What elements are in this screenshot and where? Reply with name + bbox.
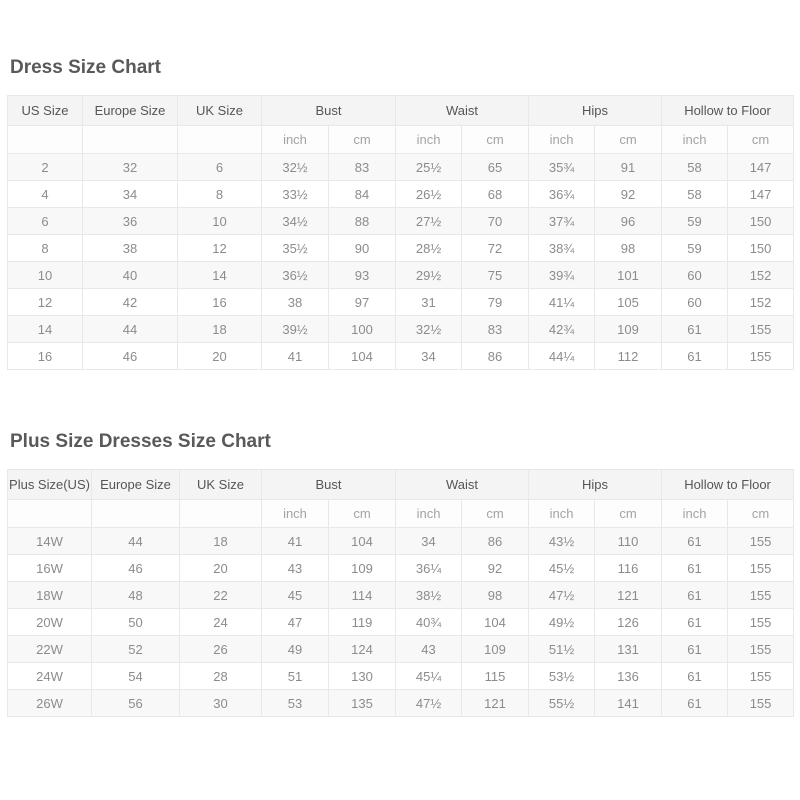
table-cell: 49½: [529, 609, 595, 636]
table-row: [8, 154, 794, 181]
header-row: [8, 470, 794, 500]
table-cell: 56: [92, 690, 180, 717]
table-cell: 22W: [8, 636, 92, 663]
table-cell: 25½: [396, 154, 462, 181]
table-cell: 22: [180, 582, 262, 609]
table-cell: 29½: [396, 262, 462, 289]
table-row: [8, 609, 794, 636]
table-cell: 88: [329, 208, 396, 235]
table-cell: 61: [662, 316, 728, 343]
table-cell: 155: [728, 609, 794, 636]
table-cell: 30: [180, 690, 262, 717]
table-cell: 4: [8, 181, 83, 208]
table-cell: 60: [662, 262, 728, 289]
table-cell: 115: [462, 663, 529, 690]
table-cell: 43½: [529, 528, 595, 555]
table-cell: 109: [462, 636, 529, 663]
column-header-hollow-to-floor: Hollow to Floor: [662, 96, 794, 126]
table-row: [8, 555, 794, 582]
table-cell: 130: [329, 663, 396, 690]
dress-size-chart-title: Dress Size Chart: [10, 57, 162, 78]
table-cell: 65: [462, 154, 529, 181]
table-cell: 28: [180, 663, 262, 690]
table-cell: 36¼: [396, 555, 462, 582]
table-cell: 43: [396, 636, 462, 663]
table-cell: 50: [92, 609, 180, 636]
table-cell: 55½: [529, 690, 595, 717]
table-row: [8, 528, 794, 555]
table-row: [8, 316, 794, 343]
table-cell: 126: [595, 609, 662, 636]
column-header-waist: Waist: [396, 470, 529, 500]
table-cell: 38: [262, 289, 329, 316]
table-cell: 12: [8, 289, 83, 316]
table-cell: 60: [662, 289, 728, 316]
table-cell: 155: [728, 663, 794, 690]
table-cell: 96: [595, 208, 662, 235]
table-cell: 61: [662, 582, 728, 609]
column-header-europe-size: Europe Size: [92, 470, 180, 500]
table-cell: 44: [83, 316, 178, 343]
empty-header-cell: [180, 500, 262, 528]
table-cell: 51½: [529, 636, 595, 663]
table-cell: 155: [728, 555, 794, 582]
table-cell: 41¼: [529, 289, 595, 316]
unit-header-cm: cm: [595, 126, 662, 154]
table-cell: 39¾: [529, 262, 595, 289]
table-cell: 10: [178, 208, 262, 235]
unit-header-row: [8, 500, 794, 528]
table-body: [8, 528, 794, 717]
table-cell: 152: [728, 262, 794, 289]
table-cell: 110: [595, 528, 662, 555]
table-row: [8, 208, 794, 235]
table-cell: 34½: [262, 208, 329, 235]
column-header-plus-size-us: Plus Size(US): [8, 470, 92, 500]
table-cell: 51: [262, 663, 329, 690]
table-cell: 36½: [262, 262, 329, 289]
table-cell: 14W: [8, 528, 92, 555]
table-cell: 116: [595, 555, 662, 582]
table-cell: 136: [595, 663, 662, 690]
table-cell: 36: [83, 208, 178, 235]
unit-header-cm: cm: [462, 500, 529, 528]
table-cell: 93: [329, 262, 396, 289]
table-cell: 20: [180, 555, 262, 582]
unit-header-inch: inch: [396, 126, 462, 154]
table-cell: 12: [178, 235, 262, 262]
table-row: [8, 181, 794, 208]
table-cell: 16: [8, 343, 83, 370]
table-cell: 24W: [8, 663, 92, 690]
table-cell: 109: [329, 555, 396, 582]
table-cell: 86: [462, 528, 529, 555]
table-cell: 58: [662, 181, 728, 208]
table-cell: 53: [262, 690, 329, 717]
table-cell: 79: [462, 289, 529, 316]
table-cell: 53½: [529, 663, 595, 690]
table-cell: 147: [728, 181, 794, 208]
table-cell: 26: [180, 636, 262, 663]
empty-header-cell: [8, 500, 92, 528]
table-cell: 35¾: [529, 154, 595, 181]
table-cell: 61: [662, 528, 728, 555]
table-cell: 72: [462, 235, 529, 262]
table-cell: 147: [728, 154, 794, 181]
table-cell: 2: [8, 154, 83, 181]
table-cell: 8: [178, 181, 262, 208]
table-cell: 32½: [262, 154, 329, 181]
table-cell: 68: [462, 181, 529, 208]
table-cell: 45½: [529, 555, 595, 582]
unit-header-inch: inch: [529, 500, 595, 528]
table-cell: 104: [462, 609, 529, 636]
table-cell: 48: [92, 582, 180, 609]
table-cell: 105: [595, 289, 662, 316]
header-row: [8, 96, 794, 126]
table-cell: 32: [83, 154, 178, 181]
table-cell: 43: [262, 555, 329, 582]
table-cell: 114: [329, 582, 396, 609]
table-cell: 45: [262, 582, 329, 609]
unit-header-cm: cm: [462, 126, 529, 154]
column-header-hips: Hips: [529, 470, 662, 500]
table-cell: 26W: [8, 690, 92, 717]
table-cell: 135: [329, 690, 396, 717]
plus-size-table: [7, 469, 794, 717]
table-cell: 112: [595, 343, 662, 370]
table-cell: 47: [262, 609, 329, 636]
table-cell: 75: [462, 262, 529, 289]
table-row: [8, 690, 794, 717]
table-cell: 16: [178, 289, 262, 316]
table-cell: 155: [728, 528, 794, 555]
table-cell: 39½: [262, 316, 329, 343]
table-cell: 36¾: [529, 181, 595, 208]
column-header-hips: Hips: [529, 96, 662, 126]
table-cell: 44¼: [529, 343, 595, 370]
table-cell: 24: [180, 609, 262, 636]
table-cell: 42¾: [529, 316, 595, 343]
table-cell: 16W: [8, 555, 92, 582]
table-cell: 61: [662, 343, 728, 370]
table-row: [8, 343, 794, 370]
table-cell: 47½: [396, 690, 462, 717]
table-cell: 40¾: [396, 609, 462, 636]
table-row: [8, 582, 794, 609]
table-cell: 98: [462, 582, 529, 609]
table-row: [8, 262, 794, 289]
table-cell: 61: [662, 555, 728, 582]
table-cell: 42: [83, 289, 178, 316]
empty-header-cell: [83, 126, 178, 154]
empty-header-cell: [178, 126, 262, 154]
table-cell: 20W: [8, 609, 92, 636]
table-cell: 33½: [262, 181, 329, 208]
column-header-uk-size: UK Size: [178, 96, 262, 126]
table-cell: 38¾: [529, 235, 595, 262]
table-cell: 141: [595, 690, 662, 717]
table-body: [8, 154, 794, 370]
table-cell: 38½: [396, 582, 462, 609]
table-cell: 109: [595, 316, 662, 343]
column-header-waist: Waist: [396, 96, 529, 126]
table-cell: 152: [728, 289, 794, 316]
column-header-europe-size: Europe Size: [83, 96, 178, 126]
table-cell: 131: [595, 636, 662, 663]
table-cell: 6: [8, 208, 83, 235]
table-cell: 84: [329, 181, 396, 208]
table-cell: 38: [83, 235, 178, 262]
column-header-us-size: US Size: [8, 96, 83, 126]
table-cell: 6: [178, 154, 262, 181]
table-cell: 150: [728, 235, 794, 262]
table-cell: 59: [662, 235, 728, 262]
table-cell: 34: [396, 528, 462, 555]
column-header-uk-size: UK Size: [180, 470, 262, 500]
table-cell: 98: [595, 235, 662, 262]
table-cell: 18: [180, 528, 262, 555]
unit-header-cm: cm: [329, 126, 396, 154]
table-cell: 37¾: [529, 208, 595, 235]
table-cell: 18: [178, 316, 262, 343]
table-cell: 90: [329, 235, 396, 262]
table-cell: 86: [462, 343, 529, 370]
table-cell: 31: [396, 289, 462, 316]
table-cell: 44: [92, 528, 180, 555]
table-cell: 52: [92, 636, 180, 663]
table-cell: 8: [8, 235, 83, 262]
table-cell: 83: [329, 154, 396, 181]
unit-header-inch: inch: [662, 126, 728, 154]
table-cell: 45¼: [396, 663, 462, 690]
dress-size-table: [7, 95, 794, 370]
table-cell: 35½: [262, 235, 329, 262]
unit-header-inch: inch: [662, 500, 728, 528]
table-cell: 14: [8, 316, 83, 343]
table-cell: 104: [329, 528, 396, 555]
table-cell: 58: [662, 154, 728, 181]
table-cell: 91: [595, 154, 662, 181]
table-cell: 18W: [8, 582, 92, 609]
unit-header-inch: inch: [396, 500, 462, 528]
table-cell: 26½: [396, 181, 462, 208]
column-header-hollow-to-floor: Hollow to Floor: [662, 470, 794, 500]
table-cell: 101: [595, 262, 662, 289]
table-cell: 150: [728, 208, 794, 235]
table-cell: 155: [728, 343, 794, 370]
column-header-bust: Bust: [262, 96, 396, 126]
unit-header-inch: inch: [529, 126, 595, 154]
table-cell: 54: [92, 663, 180, 690]
table-cell: 61: [662, 636, 728, 663]
table-cell: 61: [662, 663, 728, 690]
table-row: [8, 289, 794, 316]
table-cell: 41: [262, 343, 329, 370]
unit-header-row: [8, 126, 794, 154]
table-cell: 92: [462, 555, 529, 582]
table-row: [8, 235, 794, 262]
table-cell: 155: [728, 316, 794, 343]
table-cell: 83: [462, 316, 529, 343]
unit-header-inch: inch: [262, 500, 329, 528]
empty-header-cell: [8, 126, 83, 154]
table-cell: 61: [662, 609, 728, 636]
plus-size-chart-title: Plus Size Dresses Size Chart: [10, 431, 271, 452]
column-header-bust: Bust: [262, 470, 396, 500]
table-cell: 59: [662, 208, 728, 235]
table-cell: 46: [92, 555, 180, 582]
table-cell: 121: [595, 582, 662, 609]
table-cell: 34: [83, 181, 178, 208]
table-row: [8, 636, 794, 663]
table-cell: 46: [83, 343, 178, 370]
table-cell: 41: [262, 528, 329, 555]
table-cell: 40: [83, 262, 178, 289]
unit-header-cm: cm: [728, 126, 794, 154]
table-cell: 27½: [396, 208, 462, 235]
table-cell: 121: [462, 690, 529, 717]
table-cell: 47½: [529, 582, 595, 609]
table-cell: 124: [329, 636, 396, 663]
unit-header-cm: cm: [728, 500, 794, 528]
table-cell: 119: [329, 609, 396, 636]
table-cell: 61: [662, 690, 728, 717]
table-cell: 20: [178, 343, 262, 370]
table-cell: 155: [728, 690, 794, 717]
table-cell: 10: [8, 262, 83, 289]
table-cell: 34: [396, 343, 462, 370]
table-cell: 155: [728, 582, 794, 609]
empty-header-cell: [92, 500, 180, 528]
table-cell: 49: [262, 636, 329, 663]
table-cell: 32½: [396, 316, 462, 343]
table-cell: 14: [178, 262, 262, 289]
table-cell: 70: [462, 208, 529, 235]
table-cell: 92: [595, 181, 662, 208]
table-cell: 104: [329, 343, 396, 370]
unit-header-cm: cm: [595, 500, 662, 528]
table-cell: 100: [329, 316, 396, 343]
unit-header-inch: inch: [262, 126, 329, 154]
table-cell: 155: [728, 636, 794, 663]
unit-header-cm: cm: [329, 500, 396, 528]
table-row: [8, 663, 794, 690]
table-cell: 28½: [396, 235, 462, 262]
table-cell: 97: [329, 289, 396, 316]
